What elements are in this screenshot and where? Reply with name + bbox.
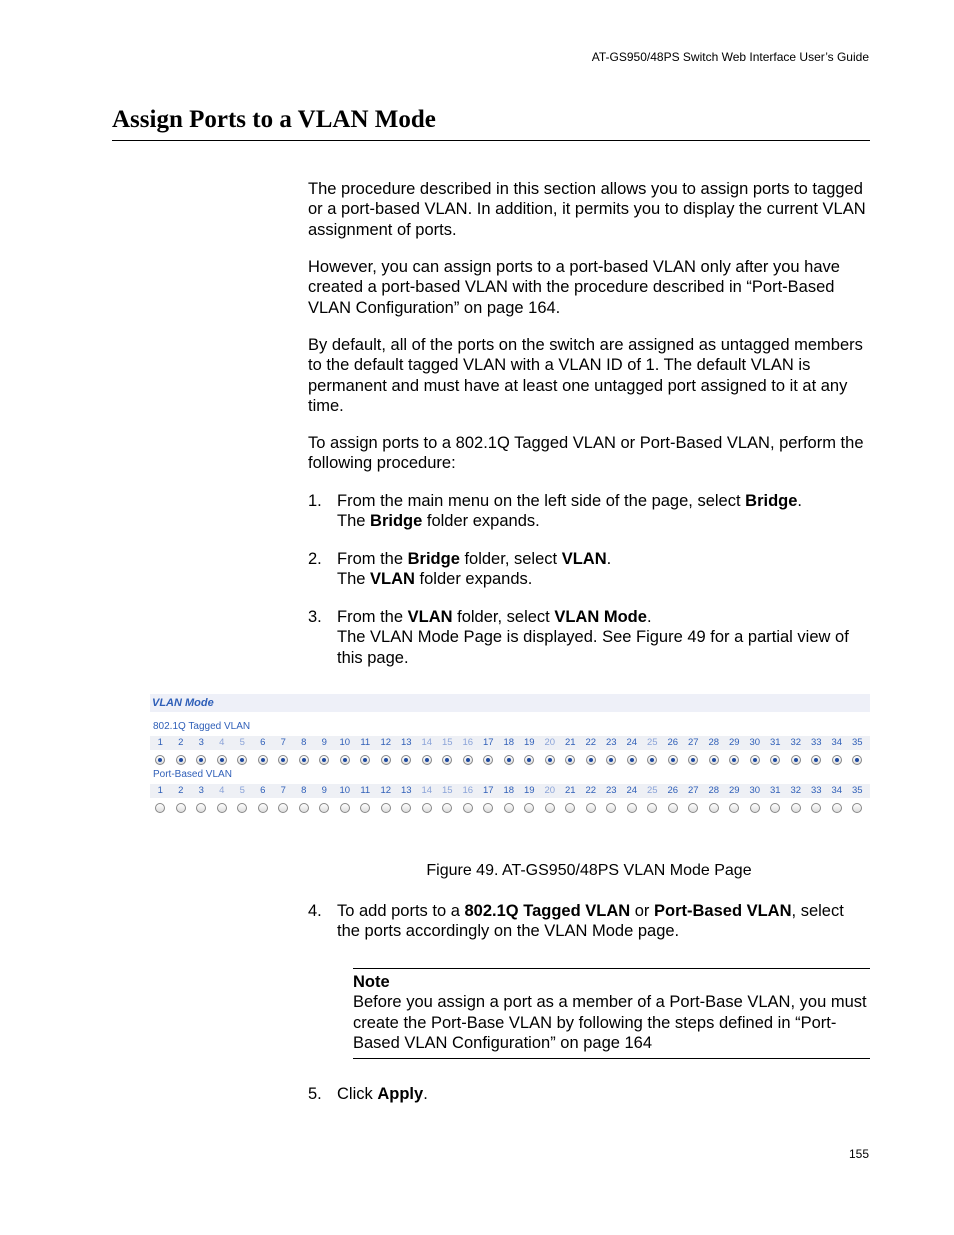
- port-number: 9: [321, 737, 327, 748]
- port-number: 24: [626, 737, 638, 748]
- port-number: 35: [851, 737, 863, 748]
- vlan-mode-figure: [150, 694, 870, 839]
- port-number: 13: [400, 785, 412, 796]
- port-number: 6: [260, 785, 266, 796]
- paragraph-4: To assign ports to a 802.1Q Tagged VLAN or Port-Based VLAN, perform the following procedure:: [308, 434, 864, 473]
- port-number: 16: [462, 737, 474, 748]
- tagged-port-radio[interactable]: [401, 755, 411, 765]
- step-result: The Bridge folder expands.: [337, 512, 540, 531]
- title-rule: [112, 140, 870, 141]
- tagged-port-radio[interactable]: [545, 755, 555, 765]
- port-based-port-radio[interactable]: [545, 803, 555, 813]
- tagged-port-radio[interactable]: [381, 755, 391, 765]
- step-text: From the main menu on the left side of the page, select Bridge.: [337, 492, 803, 510]
- step-number: 1.: [308, 492, 322, 510]
- paragraph-block-2: [308, 257, 870, 318]
- step-number: 5.: [308, 1085, 322, 1103]
- port-number: 24: [626, 785, 638, 796]
- port-number: 25: [646, 737, 658, 748]
- tagged-port-radio[interactable]: [299, 755, 309, 765]
- port-number: 7: [280, 785, 286, 796]
- port-based-port-radio[interactable]: [750, 803, 760, 813]
- port-number: 33: [810, 785, 822, 796]
- running-header: AT-GS950/48PS Switch Web Interface User’s Guide: [591, 50, 869, 64]
- port-number: 34: [831, 737, 843, 748]
- port-number: 8: [301, 737, 307, 748]
- tagged-port-radio[interactable]: [852, 755, 862, 765]
- port-based-port-radios: [150, 800, 870, 816]
- tagged-port-radio[interactable]: [340, 755, 350, 765]
- port-number: 30: [749, 785, 761, 796]
- port-number: 1: [157, 737, 163, 748]
- port-based-port-radio[interactable]: [340, 803, 350, 813]
- port-based-port-radio[interactable]: [237, 803, 247, 813]
- note-heading: Note: [353, 973, 390, 991]
- port-based-port-radio[interactable]: [606, 803, 616, 813]
- port-based-port-radio[interactable]: [852, 803, 862, 813]
- port-number: 26: [667, 737, 679, 748]
- port-based-port-radio[interactable]: [586, 803, 596, 813]
- port-number: 23: [605, 737, 617, 748]
- port-number: 22: [585, 785, 597, 796]
- figure-caption: Figure 49. AT-GS950/48PS VLAN Mode Page: [426, 862, 752, 879]
- paragraph-block-4: [308, 433, 870, 474]
- port-number: 14: [421, 737, 433, 748]
- port-based-port-radio[interactable]: [217, 803, 227, 813]
- port-number: 20: [544, 737, 556, 748]
- page-number: 155: [848, 1147, 869, 1161]
- tagged-port-radio[interactable]: [483, 755, 493, 765]
- step-2: [308, 549, 870, 590]
- tagged-port-radio[interactable]: [750, 755, 760, 765]
- port-based-port-radio[interactable]: [319, 803, 329, 813]
- tagged-port-radio[interactable]: [278, 755, 288, 765]
- port-number: 21: [564, 785, 576, 796]
- tagged-port-radio[interactable]: [688, 755, 698, 765]
- tagged-port-radio[interactable]: [606, 755, 616, 765]
- tagged-port-radio[interactable]: [791, 755, 801, 765]
- tagged-port-radio[interactable]: [811, 755, 821, 765]
- port-number: 33: [810, 737, 822, 748]
- port-number: 27: [687, 785, 699, 796]
- port-based-port-radio[interactable]: [278, 803, 288, 813]
- paragraph-1: The procedure described in this section allows you to assign ports to tagged or a port-based VLAN. In addition, it permits you to display the current VLAN assignment of ports.: [308, 180, 866, 239]
- port-number: 4: [219, 785, 225, 796]
- port-based-port-numbers: [150, 784, 870, 798]
- port-number: 19: [523, 785, 535, 796]
- tagged-port-radio[interactable]: [258, 755, 268, 765]
- port-number: 31: [769, 737, 781, 748]
- tagged-port-numbers: [150, 736, 870, 750]
- port-based-port-radio[interactable]: [668, 803, 678, 813]
- port-based-port-radio[interactable]: [442, 803, 452, 813]
- port-number: 31: [769, 785, 781, 796]
- port-based-port-radio[interactable]: [299, 803, 309, 813]
- port-based-port-radio[interactable]: [483, 803, 493, 813]
- port-number: 26: [667, 785, 679, 796]
- step-4: [308, 901, 870, 942]
- port-number: 25: [646, 785, 658, 796]
- tagged-port-radio[interactable]: [196, 755, 206, 765]
- port-based-port-radio[interactable]: [832, 803, 842, 813]
- port-number: 8: [301, 785, 307, 796]
- tagged-port-radio[interactable]: [832, 755, 842, 765]
- step-text: From the Bridge folder, select VLAN.: [337, 550, 612, 568]
- tagged-port-radio[interactable]: [586, 755, 596, 765]
- port-number: 28: [708, 785, 720, 796]
- port-number: 3: [198, 785, 204, 796]
- port-number: 9: [321, 785, 327, 796]
- tagged-port-radio[interactable]: [463, 755, 473, 765]
- port-number: 27: [687, 737, 699, 748]
- tagged-port-radio[interactable]: [770, 755, 780, 765]
- port-number: 14: [421, 785, 433, 796]
- port-number: 34: [831, 785, 843, 796]
- port-number: 17: [482, 785, 494, 796]
- port-number: 4: [219, 737, 225, 748]
- port-number: 22: [585, 737, 597, 748]
- port-number: 29: [728, 785, 740, 796]
- port-based-port-radio[interactable]: [791, 803, 801, 813]
- port-number: 1: [157, 785, 163, 796]
- port-number: 2: [178, 737, 184, 748]
- port-number: 28: [708, 737, 720, 748]
- port-based-port-radio[interactable]: [647, 803, 657, 813]
- port-based-port-radio[interactable]: [155, 803, 165, 813]
- port-based-port-radio[interactable]: [196, 803, 206, 813]
- paragraph-2: However, you can assign ports to a port-based VLAN only after you have created a port-based VLAN with the procedure described in “Port-Based VLAN Configuration” on page 164.: [308, 258, 840, 317]
- port-number: 29: [728, 737, 740, 748]
- port-number: 18: [503, 737, 515, 748]
- port-based-port-radio[interactable]: [729, 803, 739, 813]
- port-based-port-radio[interactable]: [565, 803, 575, 813]
- port-number: 11: [360, 737, 371, 748]
- tagged-port-radio[interactable]: [565, 755, 575, 765]
- tagged-port-radio[interactable]: [647, 755, 657, 765]
- port-number: 35: [851, 785, 863, 796]
- port-number: 2: [178, 785, 184, 796]
- tagged-port-radio[interactable]: [504, 755, 514, 765]
- port-number: 18: [503, 785, 515, 796]
- step-1: [308, 491, 870, 532]
- port-based-port-radio[interactable]: [176, 803, 186, 813]
- port-based-port-radio[interactable]: [770, 803, 780, 813]
- tagged-port-radio[interactable]: [729, 755, 739, 765]
- port-number: 20: [544, 785, 556, 796]
- tagged-port-radio[interactable]: [524, 755, 534, 765]
- tagged-port-radio[interactable]: [155, 755, 165, 765]
- tagged-port-radio[interactable]: [217, 755, 227, 765]
- port-number: 7: [280, 737, 286, 748]
- port-number: 16: [462, 785, 474, 796]
- port-number: 17: [482, 737, 494, 748]
- tagged-port-radio[interactable]: [176, 755, 186, 765]
- port-based-vlan-label: Port-Based VLAN: [153, 769, 232, 780]
- intro-paragraph: [308, 179, 870, 240]
- port-number: 13: [400, 737, 412, 748]
- port-number: 15: [441, 737, 453, 748]
- paragraph-3: By default, all of the ports on the switch are assigned as untagged members to the default tagged VLAN with a VLAN ID of 1. The default VLAN is permanent and must have at least one untagged port assigned to it at any time.: [308, 336, 863, 415]
- tagged-port-radio[interactable]: [422, 755, 432, 765]
- port-based-port-radio[interactable]: [258, 803, 268, 813]
- step-number: 2.: [308, 550, 322, 568]
- port-number: 5: [239, 785, 245, 796]
- port-based-port-radio[interactable]: [811, 803, 821, 813]
- tagged-port-radio[interactable]: [627, 755, 637, 765]
- port-number: 6: [260, 737, 266, 748]
- port-based-port-radio[interactable]: [524, 803, 534, 813]
- step-3: [308, 607, 870, 668]
- port-based-port-radio[interactable]: [360, 803, 370, 813]
- tagged-port-radio[interactable]: [319, 755, 329, 765]
- port-based-port-radio[interactable]: [381, 803, 391, 813]
- tagged-port-radio[interactable]: [668, 755, 678, 765]
- port-number: 19: [523, 737, 535, 748]
- note-box: [353, 968, 870, 1059]
- port-based-port-radio[interactable]: [463, 803, 473, 813]
- port-number: 12: [380, 737, 392, 748]
- port-based-port-radio[interactable]: [709, 803, 719, 813]
- port-number: 10: [339, 737, 351, 748]
- port-number: 30: [749, 737, 761, 748]
- step-text: To add ports to a 802.1Q Tagged VLAN or Port-Based VLAN, select the ports accordingly on the VLAN Mode page.: [337, 902, 844, 941]
- step-result: The VLAN Mode Page is displayed. See Figure 49 for a partial view of this page.: [337, 628, 849, 667]
- tagged-port-radio[interactable]: [360, 755, 370, 765]
- step-5: [308, 1084, 870, 1104]
- section-title: Assign Ports to a VLAN Mode: [112, 106, 436, 133]
- port-number: 12: [380, 785, 392, 796]
- step-number: 3.: [308, 608, 322, 626]
- tagged-port-radio[interactable]: [237, 755, 247, 765]
- step-number: 4.: [308, 902, 322, 920]
- port-number: 23: [605, 785, 617, 796]
- port-based-port-radio[interactable]: [504, 803, 514, 813]
- port-number: 21: [564, 737, 576, 748]
- port-number: 5: [239, 737, 245, 748]
- port-based-port-radio[interactable]: [422, 803, 432, 813]
- paragraph-block-3: [308, 335, 870, 416]
- tagged-port-radios: [150, 752, 870, 768]
- tagged-port-radio[interactable]: [709, 755, 719, 765]
- port-number: 11: [360, 785, 371, 796]
- port-based-port-radio[interactable]: [401, 803, 411, 813]
- figure-panel-title: VLAN Mode: [150, 694, 870, 712]
- tagged-vlan-label: 802.1Q Tagged VLAN: [153, 721, 251, 732]
- step-text: From the VLAN folder, select VLAN Mode.: [337, 608, 652, 626]
- note-text: Before you assign a port as a member of a Port-Base VLAN, you must create the Port-Base VLAN by following the steps defined in “Port-Based VLAN Configuration” on page 164: [353, 993, 867, 1052]
- port-number: 15: [441, 785, 453, 796]
- port-based-port-radio[interactable]: [627, 803, 637, 813]
- step-text: Click Apply.: [337, 1085, 428, 1103]
- port-number: 32: [790, 785, 802, 796]
- tagged-port-radio[interactable]: [442, 755, 452, 765]
- port-based-port-radio[interactable]: [688, 803, 698, 813]
- port-number: 3: [198, 737, 204, 748]
- port-number: 10: [339, 785, 351, 796]
- step-result: The VLAN folder expands.: [337, 570, 533, 589]
- port-number: 32: [790, 737, 802, 748]
